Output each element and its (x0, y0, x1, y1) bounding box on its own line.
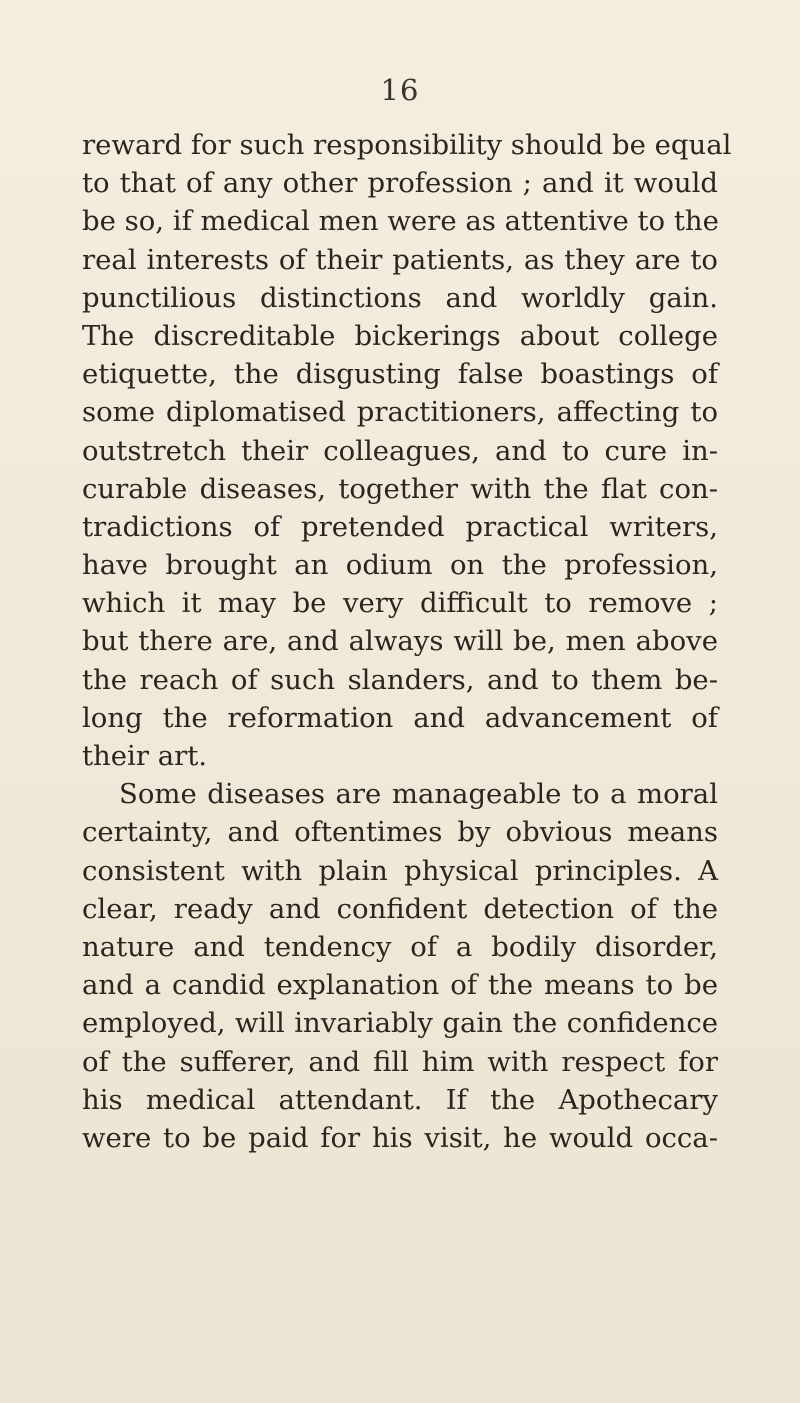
text-line: long the reformation and advancement of (82, 701, 718, 734)
paragraph-start-line: Some diseases are manageable to a moral (119, 778, 718, 811)
text-line: were to be paid for his visit, he would occa- (82, 1121, 718, 1154)
text-line: employed, will invariably gain the confidence (82, 1007, 718, 1040)
text-line: consistent with plain physical principles. A (82, 854, 718, 887)
page-number: 16 (380, 73, 420, 107)
text-line: tradictions of pretended practical writers, (82, 510, 718, 543)
paragraph-end-line: their art. (82, 740, 208, 772)
text-line: clear, ready and confident detection of the (82, 892, 718, 925)
text-line: to that of any other profession ; and it would (82, 167, 718, 200)
text-line: the reach of such slanders, and to them be- (82, 663, 718, 696)
text-line: curable diseases, together with the flat con- (82, 472, 718, 505)
text-line: his medical attendant. If the Apothecary (82, 1083, 718, 1116)
text-line: etiquette, the disgusting false boastings of (82, 358, 718, 391)
text-line: The discreditable bickerings about college (82, 319, 718, 352)
text-line: but there are, and always will be, men above (82, 625, 718, 658)
text-line: which it may be very difficult to remove ; (82, 587, 718, 620)
text-line: nature and tendency of a bodily disorder, (82, 930, 718, 963)
text-line: of the sufferer, and fill him with respect for (82, 1045, 718, 1078)
text-line: punctilious distinctions and worldly gain. (82, 281, 718, 314)
body-text (82, 126, 732, 1157)
text-line: certainty, and oftentimes by obvious means (82, 816, 718, 849)
text-line: have brought an odium on the profession, (82, 549, 718, 582)
text-line: outstretch their colleagues, and to cure in- (82, 434, 718, 467)
text-line: and a candid explanation of the means to be (82, 969, 718, 1002)
text-line: real interests of their patients, as they are to (82, 243, 718, 276)
text-line: be so, if medical men were as attentive to the (82, 205, 719, 238)
text-line: some diplomatised practitioners, affecting to (82, 396, 718, 429)
text-line: reward for such responsibility should be equal (82, 129, 732, 161)
